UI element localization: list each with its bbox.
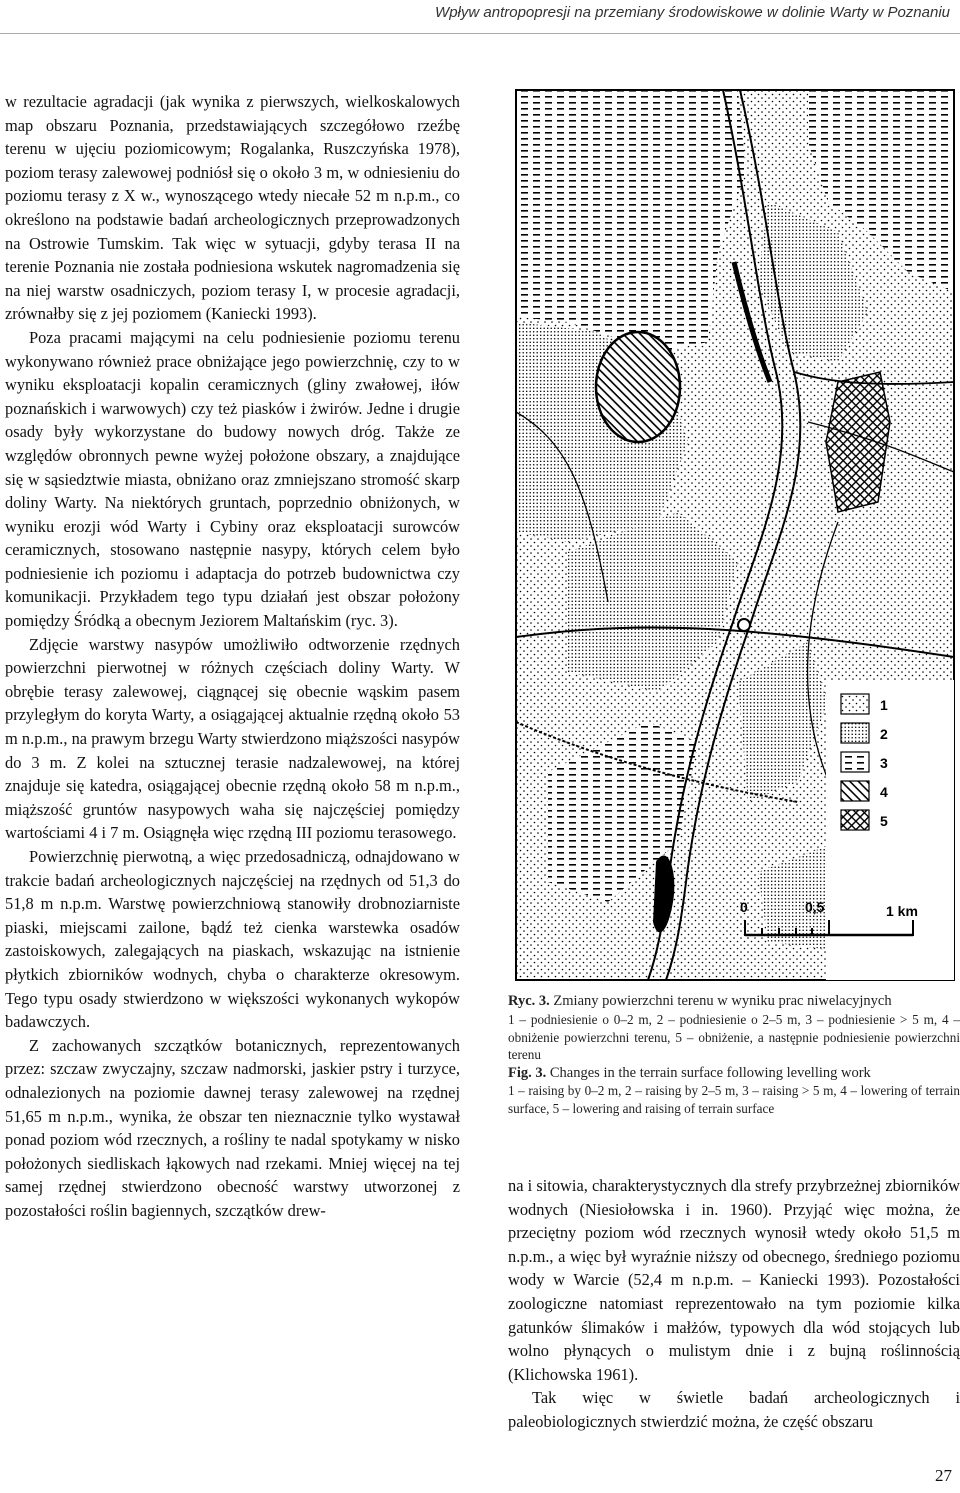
scale-label-end: 1 km (886, 903, 918, 919)
paragraph: Z zachowanych szczątków botanicznych, reprezentowanych przez: szczaw zwyczajny, szczaw nadmorski, jaskier pstry i turzyce, odnalezionych na poziomie dawnej terasy zalewowej na rzędnej 51,65 m n.p.m., wynika, że obszar ten nieznacznie tylko wystawał ponad poziom wód rzecznych, a rośliny te nadal spotykamy w nisko położonych siedliskach łąkowych nad rzekami. Mniej więcej na tej samej rzędnej stwierdzono obecność warstwy utworzonej z pozostałości roślin bagiennych, szczątków drew- (5, 1035, 460, 1220)
junction (738, 619, 750, 631)
caption-en-title: Changes in the terrain surface following levelling work (549, 1064, 871, 1081)
paragraph: na i sitowia, charakterystycznych dla strefy przybrzeżnej zbiorników wodnych (Niesiołowska i in. 1960). Przyjąć więc można, że przeciętny poziom wód rzecznych wynosił wtedy około 51,5 m n.p.m., a więc był wyraźnie niższy od obecnego, średniego poziomu wody w Warcie (52,4 m n.p.m. – Kaniecki 1993). Pozostałości zoologiczne natomiast reprezentowało na tym poziomie kilka gatunków ślimaków i małżów, typowych dla wód stojących lub wolno płynących o mulistym dnie i z bujną roślinnością (Klichowska 1961). (508, 1176, 960, 1384)
caption-pl-label: Ryc. 3. (508, 993, 550, 1009)
paragraph: Powierzchnię pierwotną, a więc przedosadniczą, odnajdowano w trakcie badań archeologicznych najczęściej na rzędnych od 51,3 do 51,8 m n.p.m. Warstwę powierzchniową stanowiły drobnoziarniste piaski, miejscami zailone, bądź też cienka warstewka osadów zastoiskowych, zalegających na piaskach, wskazując na istnienie płytkich zbiorników wodnych, chyba o charakterze okresowym. Tego typu osady stwierdzono w większości wykonanych wykopów badawczych. (5, 847, 460, 1032)
left-text-column (5, 90, 460, 1223)
legend-label-1: 1 (880, 697, 888, 713)
paragraph: Tak więc w świetle badań archeologicznych i paleobiologicznych stwierdzić można, że część obszaru (508, 1388, 960, 1431)
legend-swatch-5 (841, 810, 869, 830)
zone-lowered (596, 332, 680, 442)
legend-swatch-1 (841, 694, 869, 714)
legend-label-5: 5 (880, 813, 888, 829)
zone-lowered-raised (826, 372, 890, 512)
caption-en-label: Fig. 3. (508, 1064, 547, 1081)
scale-label-zero: 0 (740, 899, 748, 915)
paragraph: w rezultacie agradacji (jak wynika z pierwszych, wielkoskalowych map obszaru Poznania, przedstawiających szczegółowo rzeźbę terenu w ujęciu poziomicowym; Rogalanka, Ruszczyńska 1978), poziom terasy zalewowej podniósł się o około 3 m, w odniesieniu do poziomu terasy z X w., wynoszącego wtedy niecałe 52 m n.p.m., co określono na podstawie badań archeologicznych przeprowadzonych na Ostrowie Tumskim. Tak więc w sytuacji, gdyby terasa II na terenie Poznania nie została podniesiona wskutek nagromadzenia się na niej warstw osadniczych, poziom terasy I, w procesie agradacji, zrównałby się z jej poziomem (Kaniecki 1993). (5, 92, 460, 324)
legend-label-3: 3 (880, 755, 888, 771)
terrain-change-map (508, 82, 958, 982)
right-text-column (508, 1174, 960, 1434)
caption-en-legend: 1 – raising by 0–2 m, 2 – raising by 2–5 m, 3 – raising > 5 m, 4 – lowering of terrain surface, 5 – lowering and raising of terrain surface (508, 1083, 960, 1116)
paragraph: Poza pracami mającymi na celu podniesienie poziomu terenu wykonywano również prace obniżające jego powierzchnię, czy to w wyniku eksploatacji kopalin ceramicznych (gliny zwałowej, iłów poznańskich i warwowych) czy też piasków i żwirów. Jedne i drugie osady były wykorzystane do budowy nowych dróg. Także ze względów obronnych pewne wyżej położone obszary, a znajdujące się w sąsiedztwie miasta, obniżano oraz zmniejszano stromość skarp doliny Warty. Na niektórych gruntach, poprzednio obniżonych, w wyniku erozji wód Warty i Cybiny oraz eksploatacji surowców ceramicznych, stosowano następnie nasypy, których celem było podniesienie ich poziomu i adaptacja do potrzeb budownictwa czy komunikacji. Przykładem tego typu działań jest obszar położony pomiędzy Śródką a obecnym Jeziorem Maltańskim (ryc. 3). (5, 327, 460, 631)
legend-label-4: 4 (880, 784, 888, 800)
page-number: 27 (935, 1466, 952, 1485)
legend-swatch-3 (841, 752, 869, 772)
header-rule (0, 33, 960, 34)
legend-label-2: 2 (880, 726, 888, 742)
running-head: Wpływ antropopresji na przemiany środowiskowe w dolinie Warty w Poznaniu (435, 4, 950, 21)
figure-caption (508, 992, 960, 1118)
scale-label-half: 0,5 (805, 899, 825, 915)
legend-swatch-2 (841, 723, 869, 743)
paragraph: Zdjęcie warstwy nasypów umożliwiło odtworzenie rzędnych powierzchni pierwotnej w różnych częściach doliny Warty. W obrębie terasy zalewowej, ciągnącej się obecnie wąskim pasem przyległym do koryta Warty, a osiągającej aktualnie rzędną około 53 m n.p.m., na prawym brzegu Warty stwierdzono miąższości nasypów do 3 m. Z kolei na sztucznej terasie nadzalewowej, na której znajduje się katedra, osiągającej obecnie rzędną około 58 m n.p.m., miąższość gruntów nasypowych waha się najczęściej pomiędzy wartościami 4 i 7 m. Osiągnęła więc rzędną III poziomu terasowego. (5, 634, 460, 843)
caption-en-title-line (508, 1065, 960, 1083)
caption-pl-title-line (508, 992, 960, 1011)
legend-swatch-4 (841, 781, 869, 801)
caption-pl-title: Zmiany powierzchni terenu w wyniku prac niwelacyjnych (553, 993, 892, 1009)
caption-pl-legend: 1 – podniesienie o 0–2 m, 2 – podniesienie o 2–5 m, 3 – podniesienie > 5 m, 4 – obniżenie powierzchni terenu, 5 – obniżenie, a następnie podniesienie powierzchni terenu (508, 1012, 960, 1063)
